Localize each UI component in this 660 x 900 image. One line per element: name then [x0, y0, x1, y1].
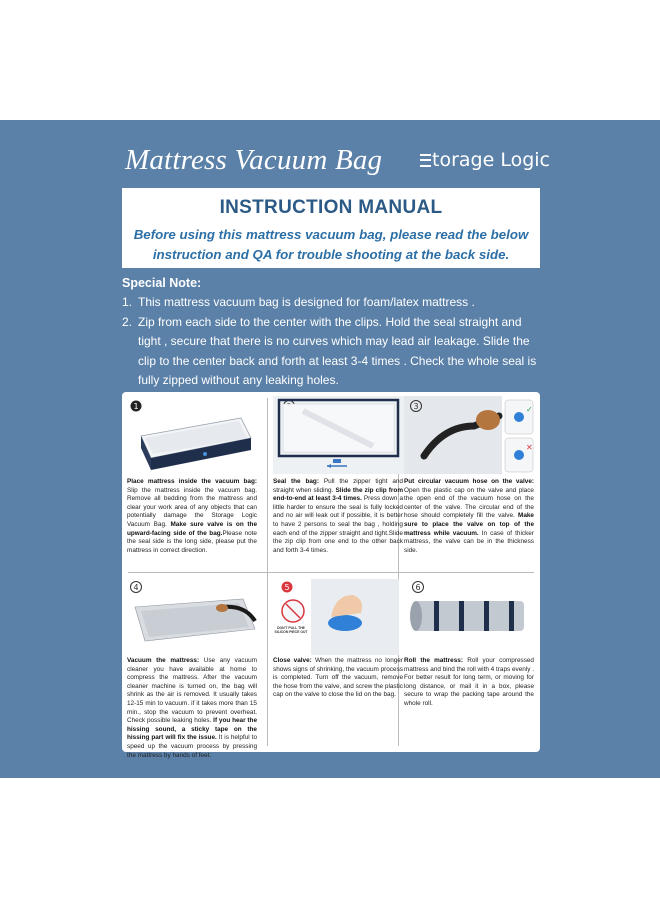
manual-subtitle — [122, 225, 540, 265]
step-1 — [122, 392, 261, 572]
note-text: This mattress vacuum bag is designed for foam/latex mattress . — [138, 295, 475, 309]
step-2 — [268, 392, 407, 572]
vacuuming-mattress-illustration — [127, 577, 258, 655]
step-number-3: 3 — [413, 402, 419, 411]
vacuum-hose-illustration — [404, 396, 535, 474]
instruction-panel — [0, 120, 660, 778]
step-number-1: 1 — [133, 402, 139, 411]
mattress-in-bag-illustration — [127, 396, 258, 474]
note-item — [122, 313, 542, 391]
step-4 — [122, 573, 261, 759]
rolled-mattress-illustration — [404, 577, 535, 655]
step-5 — [268, 573, 407, 753]
step-number-4: 4 — [133, 583, 139, 592]
note-number: 1. — [122, 295, 133, 309]
close-valve-illustration — [273, 577, 404, 655]
note-number: 2. — [122, 314, 133, 329]
manual-title: INSTRUCTION MANUAL — [219, 197, 443, 218]
storage-logic-mark-icon — [420, 154, 431, 167]
manual-header-box — [122, 188, 540, 268]
product-title: Mattress Vacuum Bag — [125, 144, 383, 176]
svg-text:✓: ✓ — [526, 405, 533, 414]
steps-grid — [122, 392, 540, 759]
zip-seal-illustration — [273, 396, 404, 474]
step-number-5: 5 — [284, 583, 290, 592]
step-1-text: Place mattress inside the vacuum bag: Slip the mattress inside the vacuum bag. Remove all bedding from the mattress and clear your work area of any objects that can potentially damage the Storage Logic Vacuum Bag. Make sure valve is on the upward-facing side of the bag.Please note the seal side is the long side, please put the mattress in correct direction. — [127, 478, 257, 554]
brand-logo — [420, 149, 550, 171]
svg-text:✕: ✕ — [526, 443, 533, 452]
special-note-heading: Special Note: — [122, 276, 202, 290]
special-note — [122, 276, 542, 391]
step-5-text: Close valve: When the mattress no longer shows signs of shrinking, the vacuum process is completed. Turn off the vacuum, remove the hose from the valve, and screw the plastic cap on the valve to close the lid on the bag. — [273, 657, 404, 699]
step-3-text: Put circular vacuum hose on the valve: Open the plastic cap on the valve and place the open end of the vacuum hose on the center of the valve. The circular end of the hose should completely fill the valve. Make sure to place the valve on top of the mattress while vacuum. In case of thicker mattress, the valve can be in the thickness side. — [404, 478, 534, 554]
step-4-text: Vacuum the mattress: Use any vacuum cleaner you have available at home to compress the mattress. After the vacuum cleaner machine is turned on, the bag will shrink as the air is removed. It usually takes 12-15 min to vacuum. if it takes more than 15 min., stop the vacuum to prevent overheat. Check possible leaking holes. If you hear the hissing sound, a sticky tape on the hissing part will fix the issue. It is helpful to speed up the vacuum process by pressing the mattress by hands of feet. — [127, 657, 258, 759]
manual-subtitle-line1: Before using this mattress vacuum bag, please read the below — [133, 227, 529, 242]
step-6-text: Roll the mattress: Roll your compressed mattress and bind the roll with 4 traps evenly . For better result for long term, or moving for long distance, or mail it in a box, please secure to wrap the packing tape around the whole roll. — [404, 657, 535, 707]
warning-badge: DON'T PULL THE SILICON PIECE OUT — [274, 626, 308, 634]
note-item — [122, 293, 542, 313]
step-2-text: Seal the bag: Pull the zipper tight and straight when sliding. Slide the zip clip from end-to-end at least 3-4 times. Press down a little harder to ensure the seal is fully locked and no air will leak out if possible, it is better to have 2 persons to seal the bag , holding each end of the zipper straight and tight.Slide the zip clip from one end to the other back and forth 3-4 times. — [273, 478, 403, 554]
step-3 — [399, 392, 538, 572]
manual-subtitle-line2: instruction and QA for trouble shooting at the back side. — [152, 247, 510, 262]
step-6 — [399, 573, 538, 753]
note-text: Zip from each side to the center with the clips. Hold the seal straight and tight , secure that there is no curves which may lead air leakage. Slide the clip to the center back and forth at least 3-4 times . Check the whole seal is fully zipped without any leaking holes. — [138, 314, 537, 387]
step-number-6: 6 — [415, 583, 421, 592]
brand-name: torage Logic — [432, 149, 550, 171]
